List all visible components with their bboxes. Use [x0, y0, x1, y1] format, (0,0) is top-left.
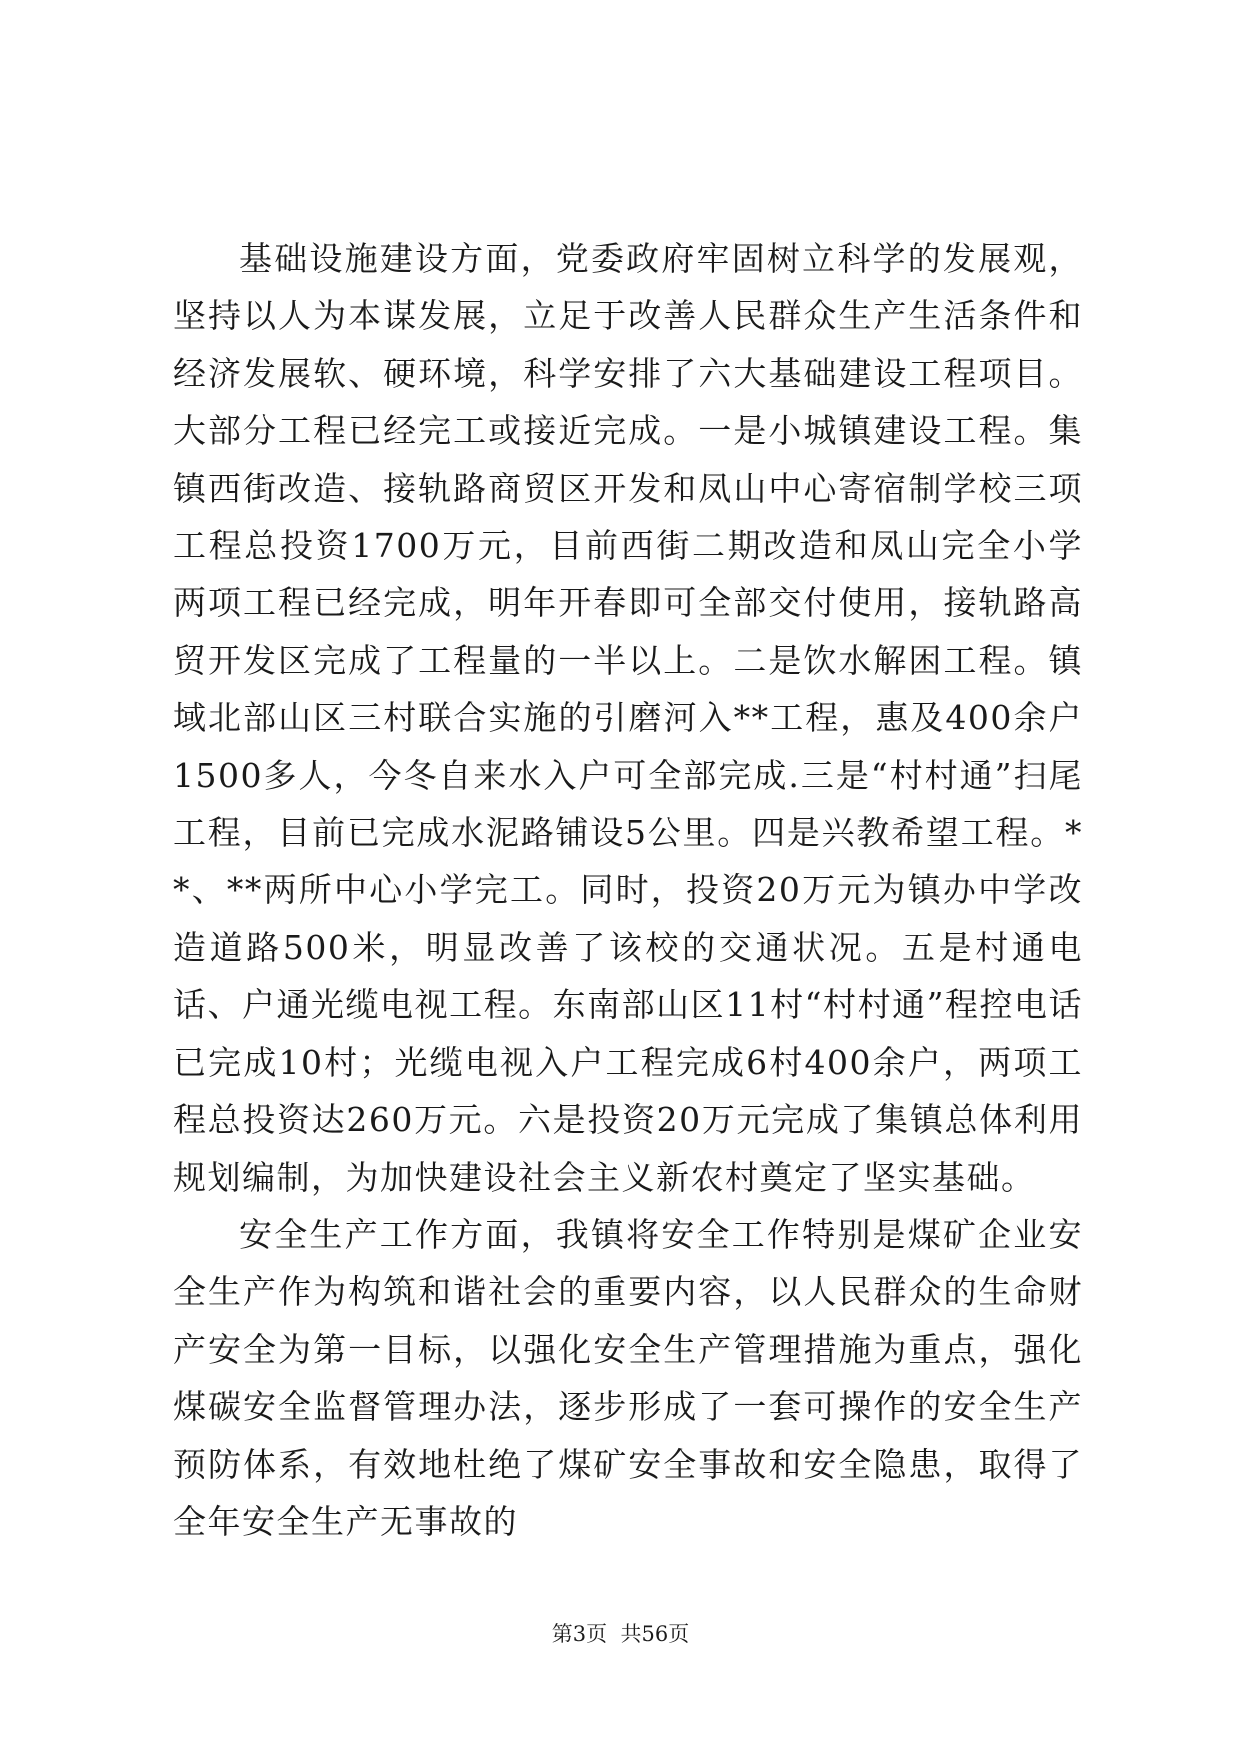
- document-body: [173, 230, 1083, 1550]
- paragraph-infrastructure: 基础设施建设方面，党委政府牢固树立科学的发展观，坚持以人为本谋发展，立足于改善人民群众生产生活条件和经济发展软、硬环境，科学安排了六大基础建设工程项目。大部分工程已经完工或接近完成。一是小城镇建设工程。集镇西街改造、接轨路商贸区开发和凤山中心寄宿制学校三项工程总投资1700万元，目前西街二期改造和凤山完全小学两项工程已经完成，明年开春即可全部交付使用，接轨路高贸开发区完成了工程量的一半以上。二是饮水解困工程。镇域北部山区三村联合实施的引磨河入**工程，惠及400余户1500多人，今冬自来水入户可全部完成.三是“村村通”扫尾工程，目前已完成水泥路铺设5公里。四是兴教希望工程。**、**两所中心小学完工。同时，投资20万元为镇办中学改造道路500米，明显改善了该校的交通状况。五是村通电话、户通光缆电视工程。东南部山区11村“村村通”程控电话已完成10村；光缆电视入户工程完成6村400余户，两项工程总投资达260万元。六是投资20万元完成了集镇总体利用规划编制，为加快建设社会主义新农村奠定了坚实基础。: [173, 239, 1083, 1197]
- page-number-label: 第3页 共56页: [551, 1622, 690, 1646]
- page-footer: [0, 1620, 1241, 1648]
- paragraph-safety-production: 安全生产工作方面，我镇将安全工作特别是煤矿企业安全生产作为构筑和谐社会的重要内容，以人民群众的生命财产安全为第一目标，以强化安全生产管理措施为重点，强化煤碳安全监督管理办法，逐步形成了一套可操作的安全生产预防体系，有效地杜绝了煤矿安全事故和安全隐患，取得了全年安全生产无事故的: [173, 1214, 1083, 1541]
